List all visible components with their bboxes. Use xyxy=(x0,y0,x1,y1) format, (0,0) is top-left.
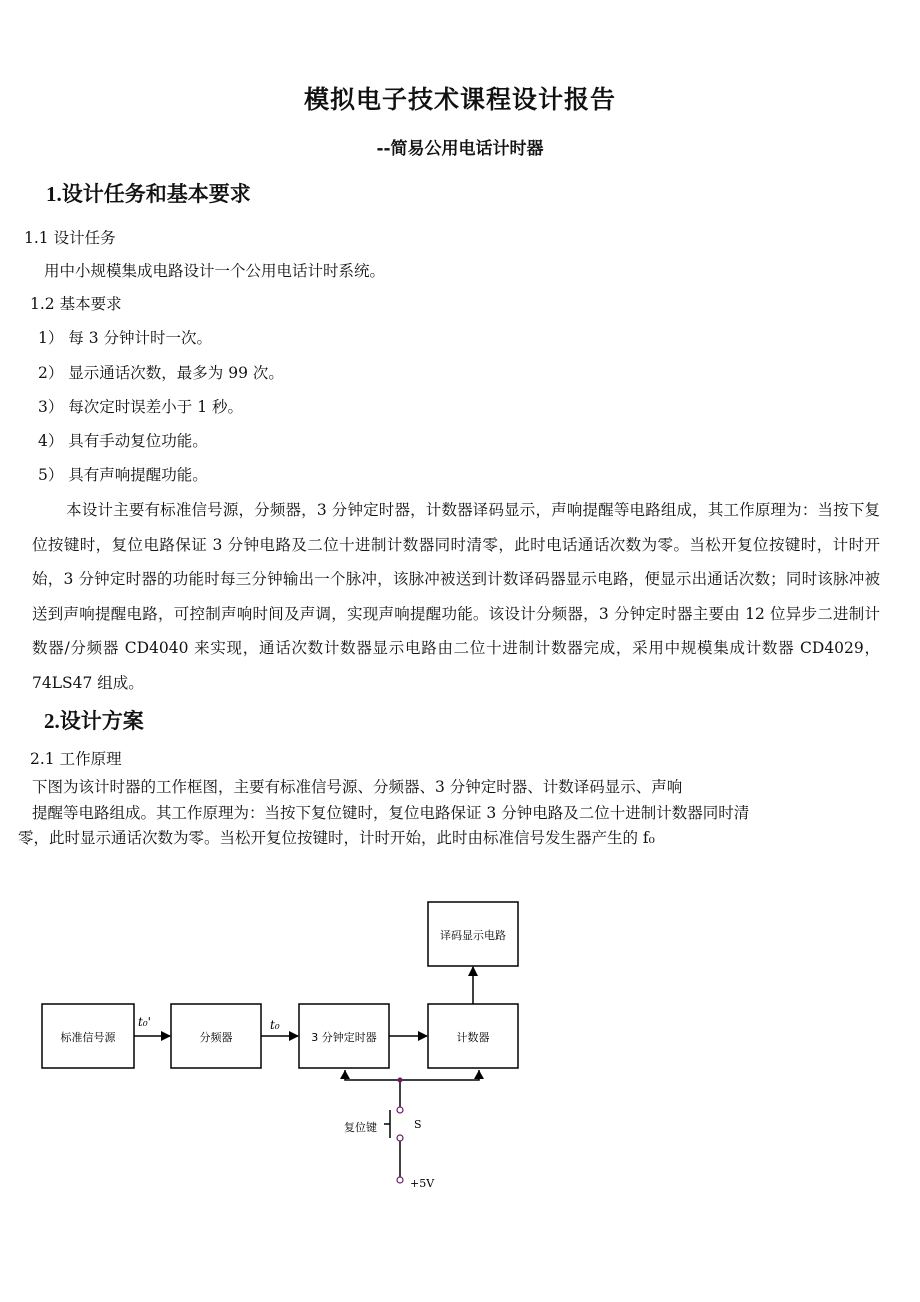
supply-label: +5V xyxy=(410,1177,435,1190)
reset-key-label: 复位键 xyxy=(344,1121,377,1134)
working-principle-line: 下图为该计时器的工作框图，主要有标准信号源、分频器、3 分钟定时器、计数译码显示、声响 xyxy=(32,778,683,796)
design-overview-paragraph: 本设计主要有标准信号源，分频器，3 分钟定时器，计数器译码显示，声响提醒等电路组成，其工作原理为：当按下复位按键时，复位电路保证 3 分钟电路及二位十进制计数器同时清零，此时电话通话次数为零。当松开复位按键时，计时开始，3 分钟定时器的功能时每三分钟输出一个脉冲，该脉冲被送到计数译码器显示电路，便显示出通话次数；同时该脉冲被送到声响提醒电路，可控制声响时间及声调，实现声响提醒功能。该设计分频器，3 分钟定时器主要由 12 位异步二进制计数器/分频器 CD4040 来实现，通话次数计数器显示电路由二位十进制计数器完成，采用中规模集成计数器 CD4029，74LS47 组成。 xyxy=(32,501,880,692)
switch-contact-top xyxy=(397,1107,403,1113)
decoder-label: 译码显示电路 xyxy=(440,929,506,942)
requirement-item: 5） 具有声响提醒功能。 xyxy=(38,466,208,484)
subsection-1-1-text: 用中小规模集成电路设计一个公用电话计时系统。 xyxy=(44,262,386,280)
page-subtitle: --简易公用电话计时器 xyxy=(376,139,544,159)
requirement-item: 4） 具有手动复位功能。 xyxy=(38,432,208,450)
supply-terminal xyxy=(397,1177,403,1183)
reset-bus xyxy=(345,1070,479,1080)
working-principle-line: 零，此时显示通话次数为零。当松开复位按键时，计时开始，此时由标准信号发生器产生的 f₀ xyxy=(18,829,655,847)
requirement-item: 1） 每 3 分钟计时一次。 xyxy=(38,329,213,347)
bus-junction xyxy=(398,1078,403,1083)
requirement-item: 2） 显示通话次数，最多为 99 次。 xyxy=(38,364,284,382)
timer-label: 3 分钟定时器 xyxy=(311,1031,377,1044)
counter-label: 计数器 xyxy=(456,1031,490,1044)
section2-heading: 2.设计方案 xyxy=(44,709,144,733)
source-label: 标准信号源 xyxy=(60,1031,116,1044)
page-title: 模拟电子技术课程设计报告 xyxy=(303,85,616,114)
signal-in-label: t₀' xyxy=(138,1015,151,1029)
divider-label: 分频器 xyxy=(199,1031,233,1044)
switch-label: S xyxy=(414,1118,422,1131)
section1-heading: 1.设计任务和基本要求 xyxy=(46,182,251,206)
block-diagram xyxy=(0,880,920,1200)
subsection-1-2-heading: 1.2 基本要求 xyxy=(30,295,122,313)
working-principle-line: 提醒等电路组成。其工作原理为：当按下复位键时，复位电路保证 3 分钟电路及二位十进制计数器同时清 xyxy=(32,804,750,822)
requirement-item: 3） 每次定时误差小于 1 秒。 xyxy=(38,398,244,416)
switch-contact-bottom xyxy=(397,1135,403,1141)
subsection-1-1-heading: 1.1 设计任务 xyxy=(24,229,116,247)
signal-out-label: t₀ xyxy=(270,1018,280,1032)
subsection-2-1-heading: 2.1 工作原理 xyxy=(30,750,122,768)
